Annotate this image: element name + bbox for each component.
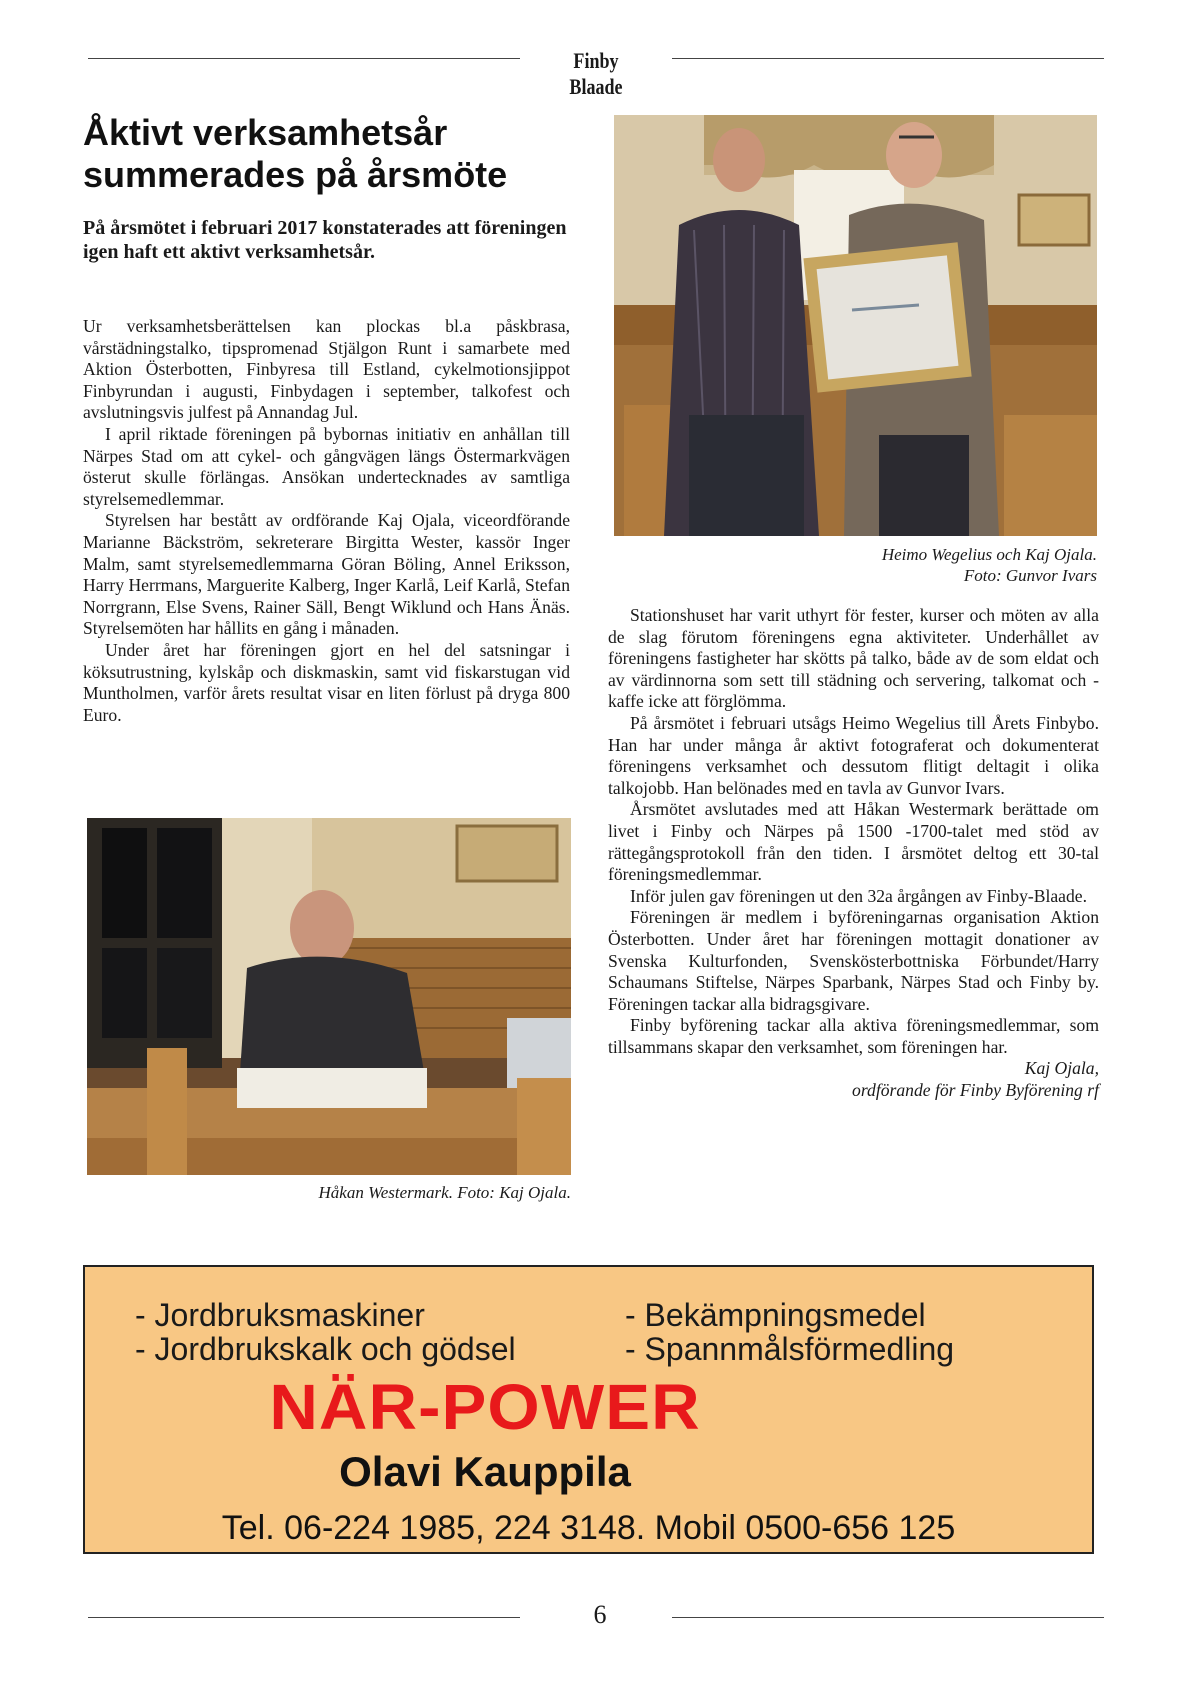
- article-lead: På årsmötet i februari 2017 konstaterades att föreningen igen haft ett aktivt verksamhetsår.: [83, 217, 567, 263]
- page-number: 6: [593, 1600, 607, 1629]
- caption-line: Foto: Gunvor Ivars: [963, 566, 1097, 585]
- ad-item: - Jordbruksmaskiner: [135, 1297, 425, 1333]
- article-body-left: [83, 316, 570, 726]
- footer-rule-right: [672, 1617, 1104, 1618]
- advertisement-box: [83, 1265, 1094, 1554]
- header-rule-right: [672, 58, 1104, 59]
- body-paragraph: Finby byförening tackar alla aktiva föreningsmedlemmar, som tillsammans skapar den verksamhet, som föreningen har.: [608, 1015, 1099, 1057]
- article-headline: [83, 112, 583, 196]
- ad-brand-name: NÄR-POWER: [269, 1371, 701, 1443]
- body-paragraph: Årsmötet avslutades med att Håkan Westermark berättade om livet i Finby och Närpes på 1500 -1700-talet med stöd av rättegångsprotokoll från den tiden. I årsmötet deltog ett 30-tal föreningsmedlemmar.: [608, 799, 1099, 885]
- body-paragraph: Inför julen gav föreningen ut den 32a årgången av Finby-Blaade.: [630, 885, 1087, 906]
- body-paragraph: Under året har föreningen gjort en hel del satsningar i köksutrustning, kylskåp och diskmaskin, samt vid fiskarstugan vid Muntholmen, varför årets resultat visar en liten förlust på dryga 800 Euro.: [83, 639, 570, 725]
- publication-title: Finby Blaade: [569, 48, 623, 99]
- photo-award-presentation: [614, 115, 1097, 536]
- ad-item: - Spannmålsförmedling: [625, 1331, 955, 1367]
- body-paragraph: Föreningen är medlem i byföreningarnas organisation Aktion Österbotten. Under året har föreningen mottagit donationer av Svenska Kulturfonden, Svenskösterbottniska Förbundet/Harry Schaumans Stiftelse, Närpes Sparbank, Närpes Stad och Finby by. Föreningen tackar alla bidragsgivare.: [608, 907, 1099, 1014]
- body-paragraph: Ur verksamhetsberättelsen kan plockas bl.a påskbrasa, vårstädningstalko, tipspromenad Stjälgon Runt i samarbete med Aktion Österbotten, Finbyresa till Estland, cykelmotionsjippot Finbyrundan i augusti, Finbydagen i september, talkofest och avslutningsvis julfest på Annandag Jul.: [83, 316, 570, 423]
- body-paragraph: I april riktade föreningen på bybornas initiativ en anhållan till Närpes Stad om att cykel- och gångvägen längs Östermarkvägen österut skulle förlängas. Ansökan undertecknades av samtliga styrelsemedlemmar.: [83, 423, 570, 509]
- ad-phone-numbers: Tel. 06-224 1985, 224 3148. Mobil 0500-656 125: [221, 1509, 956, 1547]
- footer-rule-left: [88, 1617, 520, 1618]
- headline-line-1: Åktivt verksamhetsår: [83, 112, 448, 153]
- signature-title: ordförande för Finby Byförening rf: [852, 1080, 1099, 1101]
- body-paragraph: Stationshuset har varit uthyrt för fester, kurser och möten av alla de slag förutom föreningens egna aktiviteter. Underhållet av föreningens fastigheter har skötts på talko, både av de som eldat och av värdinnorna som sett till städning och servering, talkomat och -kaffe icke att förglömma.: [608, 605, 1099, 712]
- body-paragraph: Styrelsen har bestått av ordförande Kaj Ojala, viceordförande Marianne Bäckström, sekreterare Birgitta Wester, kassör Inger Malm, samt styrelsemedlemmarna Göran Böling, Annel Eriksson, Harry Herrmans, Marguerite Kalberg, Inger Karlå, Leif Karlå, Stefan Norrgrann, Else Svens, Rainer Säll, Bengt Wiklund och Hans Änäs. Styrelsemöten har hållits en gång i månaden.: [83, 510, 570, 639]
- photo-speaker-reading: [87, 818, 571, 1175]
- header-rule-left: [88, 58, 520, 59]
- caption-line: Heimo Wegelius och Kaj Ojala.: [881, 545, 1097, 564]
- body-paragraph: På årsmötet i februari utsågs Heimo Wegelius till Årets Finbybo. Han har under många år aktivt fotograferat och dokumenterat föreningens verksamhet och dessutom flitigt deltagit i olika talkojobb. Han belönades med en tavla av Gunvor Ivars.: [608, 712, 1099, 798]
- photo-speaker-caption: Håkan Westermark. Foto: Kaj Ojala.: [318, 1183, 571, 1202]
- ad-item: - Jordbrukskalk och gödsel: [135, 1331, 516, 1367]
- headline-line-2: summerades på årsmöte: [83, 154, 508, 195]
- article-body-right: [608, 605, 1099, 1102]
- ad-item: - Bekämpningsmedel: [625, 1297, 926, 1333]
- signature-name: Kaj Ojala,: [1024, 1058, 1099, 1079]
- photo-award-caption: [760, 544, 1097, 586]
- ad-contact-name: Olavi Kauppila: [339, 1448, 631, 1495]
